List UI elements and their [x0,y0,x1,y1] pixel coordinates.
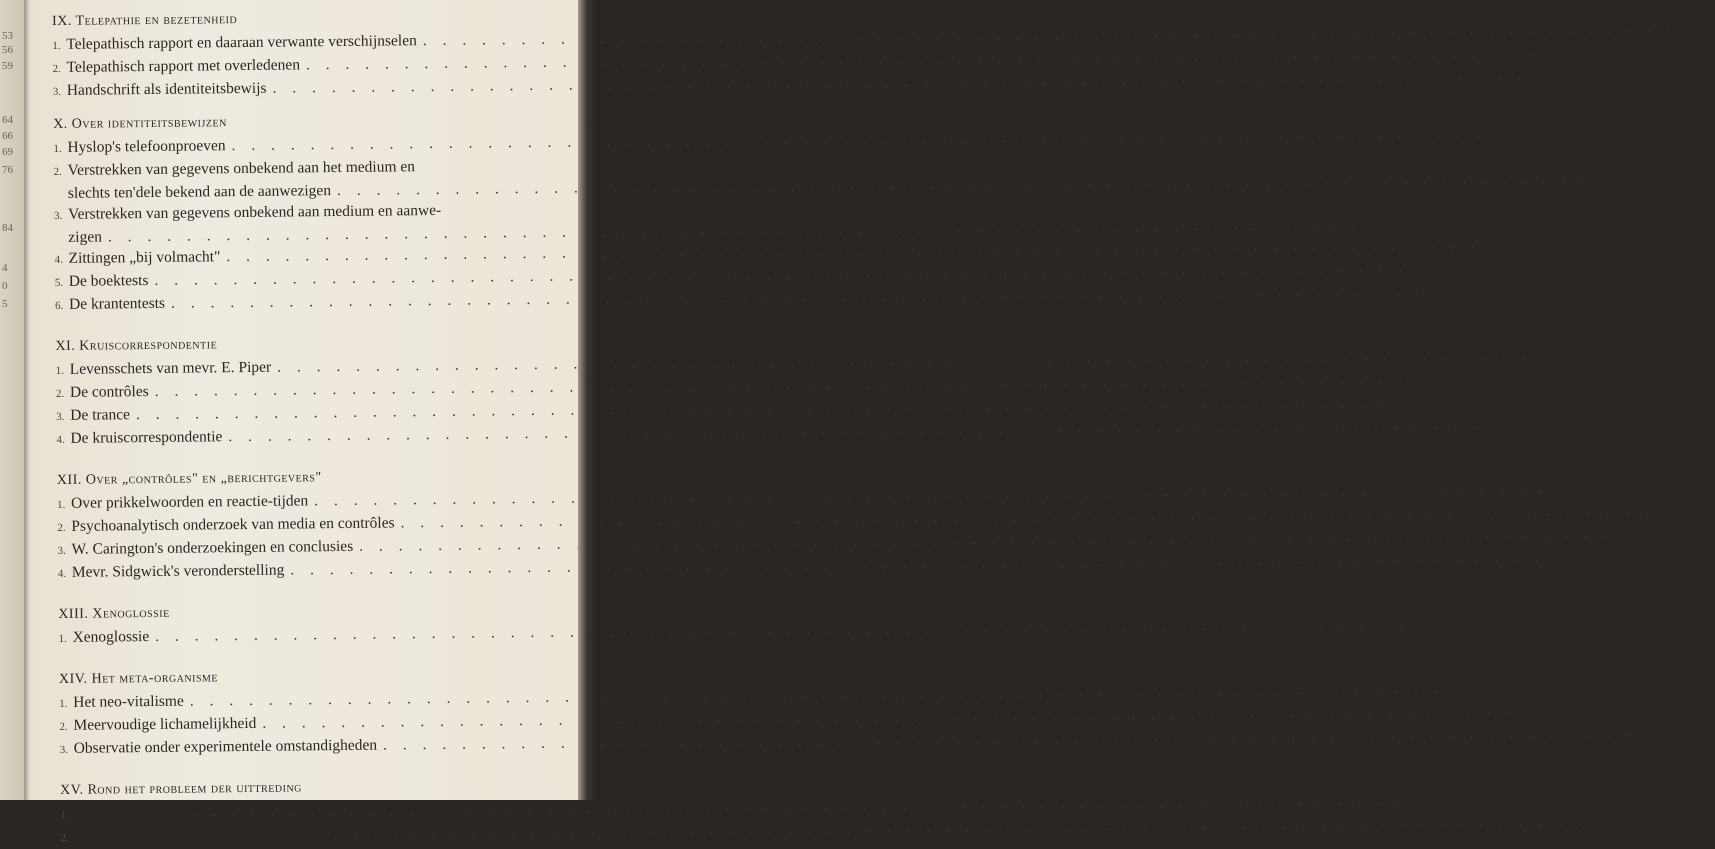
entry-page-number: 198 [1430,281,1455,299]
entry-number: 3. [59,743,69,756]
entry-page-number: 209 [1395,392,1420,410]
entry-label: Zittingen „bij volmacht" [68,248,221,267]
entry-label: Verstrekken van gegevens onbekend aan het medium en [67,158,416,179]
entry-page-number: 243 [1522,701,1546,719]
section-title: XIII. Xenoglossie [58,605,170,622]
entry-label: De trance [70,406,131,424]
toc-entry [57,548,1574,585]
left-page-number: 59 [2,60,13,72]
entry-label: De boektests [68,272,149,290]
entry-page-number: 221 [1574,478,1598,497]
section-title: XII. Over „contrôles" en „berichtgevers" [56,470,322,488]
entry-page-number: 212 [1488,414,1512,432]
entry-number: 1. [58,632,67,645]
entry-page-number: 168 [1565,42,1590,61]
entry-page-number: 172 [1532,66,1556,84]
section-title: XV. Rond het probleem der uittreding [60,780,302,798]
section-title: XIV. Het meta-organisme [58,670,219,687]
left-page-number: 76 [2,164,13,176]
entry-page-number: 253 [1431,790,1456,808]
entry-number: 3. [52,85,62,98]
toc-section [58,602,1439,650]
left-page-number: 56 [2,44,13,56]
entry-page-number: 232 [1415,614,1439,632]
entry-label: De krantentests [68,294,166,313]
entry-number: 2. [60,831,69,844]
entry-label: De kruiscorrespondentie [70,428,223,447]
toc-section [58,667,1667,761]
entry-label: Psychoanalytisch onderzoek van media en contrôles [71,514,395,535]
entry-number: 1. [60,808,69,821]
entry-number: 4. [57,567,67,580]
entry-label: Telepathisch rapport en daaraan verwante verschijnselen [66,32,417,53]
entry-number: 3. [54,209,63,222]
entry-number: 2. [55,387,65,400]
toc-section [60,778,1618,849]
entry-page-number: 156 [1682,18,1707,36]
entry-number: 2. [59,720,68,733]
entry-page-number: 222 [1660,500,1684,519]
entry-page-number: 176 [1491,123,1515,141]
entry-number: 4. [56,433,65,446]
table-of-contents [52,9,1707,849]
toc-section [56,468,1684,585]
entry-number: 3. [56,410,65,423]
entry-label: „Uittredingen" [74,803,167,822]
toc-section [52,9,1707,103]
left-page-number: 66 [2,130,13,142]
entry-label: Handschrift als identiteitsbewijs [66,79,267,99]
entry-page-number: 237 [1449,679,1474,697]
entry-label: Over prikkelwoorden en reactie-tijden [71,492,309,512]
entry-page-number: 178 [1596,168,1621,186]
entry-label-continuation: slechts ten'dele bekend aan de aanwezigen [67,182,332,202]
section-title: IX. Telepathie en bezetenheid [52,12,238,29]
section-title: XI. Kruiscorrespondentie [55,337,218,354]
entry-page-number: 224 [1619,524,1643,542]
entry-label: Verstrekken van gegevens onbekend aan medium en aanwe- [68,201,442,223]
entry-label: Mevr. Sidgwick's veronderstelling [71,561,285,581]
entry-number: 5. [54,276,64,289]
left-page-number: 53 [2,30,13,42]
entry-number: 2. [57,521,66,534]
entry-label: Pogingen om naar willekeur uit te treden [74,825,328,845]
section-entries [59,679,1667,761]
entry-label: Xenoglossie [72,628,150,646]
entry-number: 1. [55,364,65,377]
entry-page-number: 205 [1414,369,1439,387]
entry-page-number: 227 [1550,548,1574,566]
entry-label: Observatie onder experimentele omstandigheden [73,736,378,757]
entry-number: 1. [59,697,68,710]
entry-number: 2. [52,62,61,75]
entry-page-number: 185 [1367,214,1392,233]
table-of-contents-page [30,0,1707,845]
entry-label: Het neo-vitalisme [73,692,184,711]
entry-label: Telepathisch rapport met overledenen [66,56,301,76]
left-facing-page [0,0,24,800]
entry-number: 1. [53,142,62,155]
background-edge [578,0,600,800]
entry-number: 4. [54,253,63,266]
left-page-number: 0 [2,280,8,292]
entry-number: 3. [57,544,66,557]
left-page-number: 5 [2,298,8,310]
entry-label-continuation: zigen [68,228,103,246]
entry-label: Hyslop's telefoonproeven [67,137,226,156]
entry-page-number: 202 [1537,345,1561,363]
section-entries [58,614,1439,650]
left-page-number: 69 [2,146,13,158]
toc-entry [58,614,1439,650]
entry-number: 1. [57,498,66,511]
entry-label: Meervoudige lichamelijkheid [73,714,257,734]
section-entries [60,790,1618,849]
entry-label: De contrôles [69,383,149,401]
left-page-number: 84 [2,222,13,234]
entry-page-number: 195 [1414,258,1438,276]
entry-label: W. Carington's onderzoekingen en conclusies [71,537,354,558]
left-page-number: 64 [2,114,13,126]
entry-page-number: 246 [1643,723,1667,741]
entry-label: Levensschets van mevr. E. Piper [69,358,272,378]
entry-page-number: 187 [1486,234,1510,252]
left-page-number: 4 [2,262,8,274]
entry-number: 1. [52,39,61,52]
toc-section [53,112,1621,317]
entry-number: 2. [53,165,62,178]
section-title: X. Over identiteitsbewijzen [53,115,227,132]
toc-section [55,334,1561,451]
entry-page-number: 256 [1593,811,1618,829]
entry-number: 6. [54,299,64,312]
